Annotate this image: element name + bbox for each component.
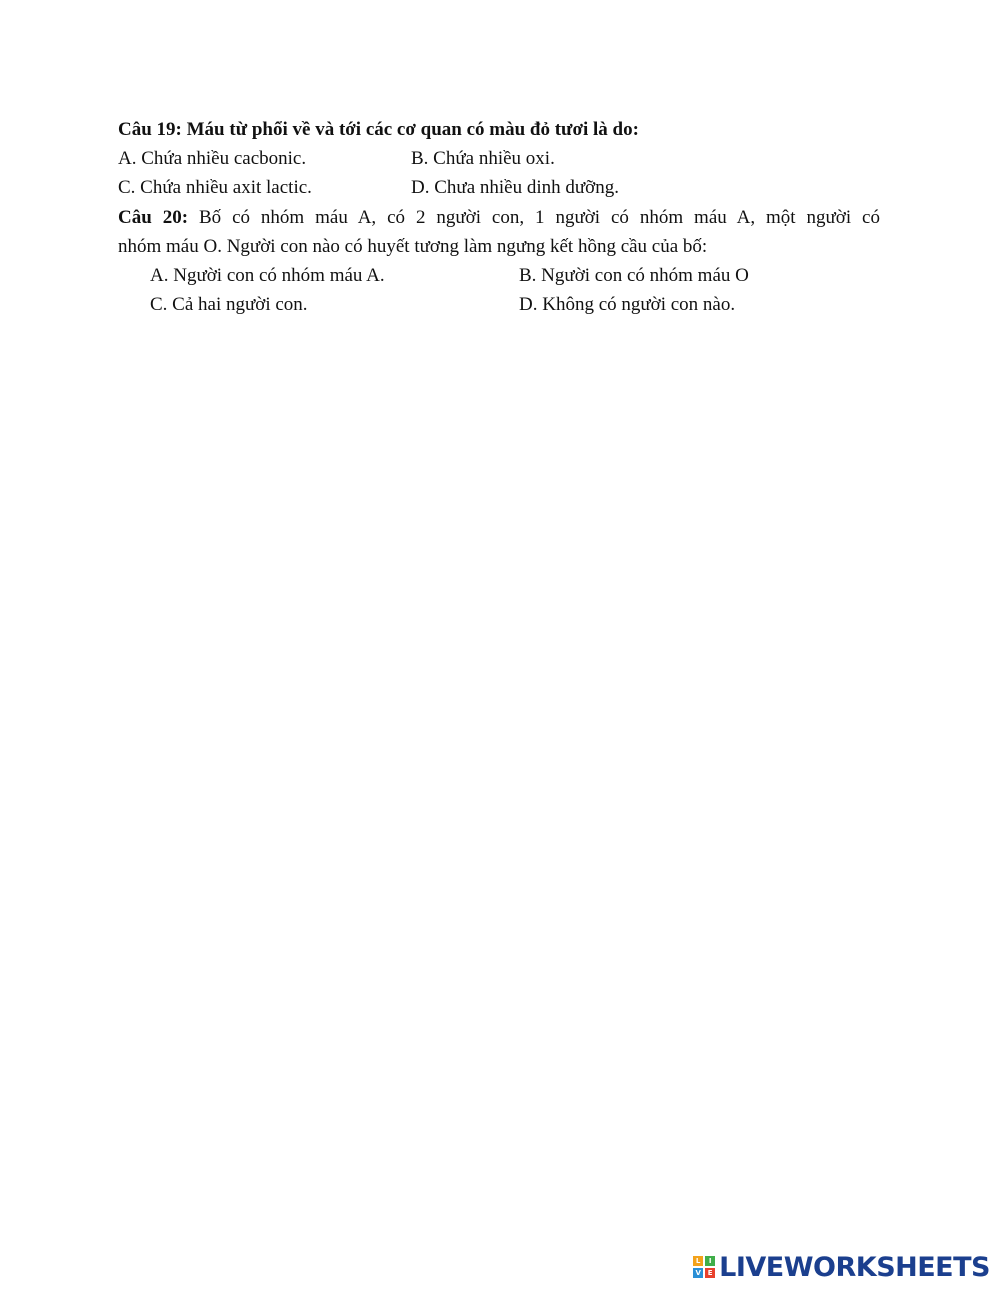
question-19-option-d: D. Chưa nhiều dinh dưỡng. — [411, 177, 619, 198]
liveworksheets-footer — [693, 1251, 990, 1283]
logo-tile-i: I — [705, 1256, 715, 1266]
logo-tile-l: L — [693, 1256, 703, 1266]
liveworksheets-logo-icon — [693, 1256, 715, 1278]
question-20-option-a: A. Người con có nhóm máu A. — [150, 265, 385, 286]
question-19-option-b: B. Chứa nhiều oxi. — [411, 148, 555, 169]
logo-tile-v: V — [693, 1268, 703, 1278]
logo-tile-e: E — [705, 1268, 715, 1278]
question-20-option-b: B. Người con có nhóm máu O — [519, 265, 749, 286]
brand-name: LIVEWORKSHEETS — [719, 1251, 990, 1283]
question-20-text-line-2: nhóm máu O. Người con nào có huyết tương làm ngưng kết hồng cầu của bố: — [118, 236, 708, 257]
question-19-title: Câu 19: Máu từ phổi về và tới các cơ quan có màu đỏ tươi là do: — [118, 119, 639, 140]
question-20-text-line-1 — [118, 206, 880, 230]
question-20-label: Câu 20: — [118, 207, 189, 228]
question-20-option-c: C. Cả hai người con. — [150, 294, 308, 315]
question-20-text-1: Bố có nhóm máu A, có 2 người con, 1 người có nhóm máu A, một người có — [198, 207, 880, 228]
question-19-option-a: A. Chứa nhiều cacbonic. — [118, 148, 307, 169]
question-20-option-d: D. Không có người con nào. — [519, 294, 736, 315]
question-19-option-c: C. Chứa nhiều axit lactic. — [118, 177, 312, 198]
